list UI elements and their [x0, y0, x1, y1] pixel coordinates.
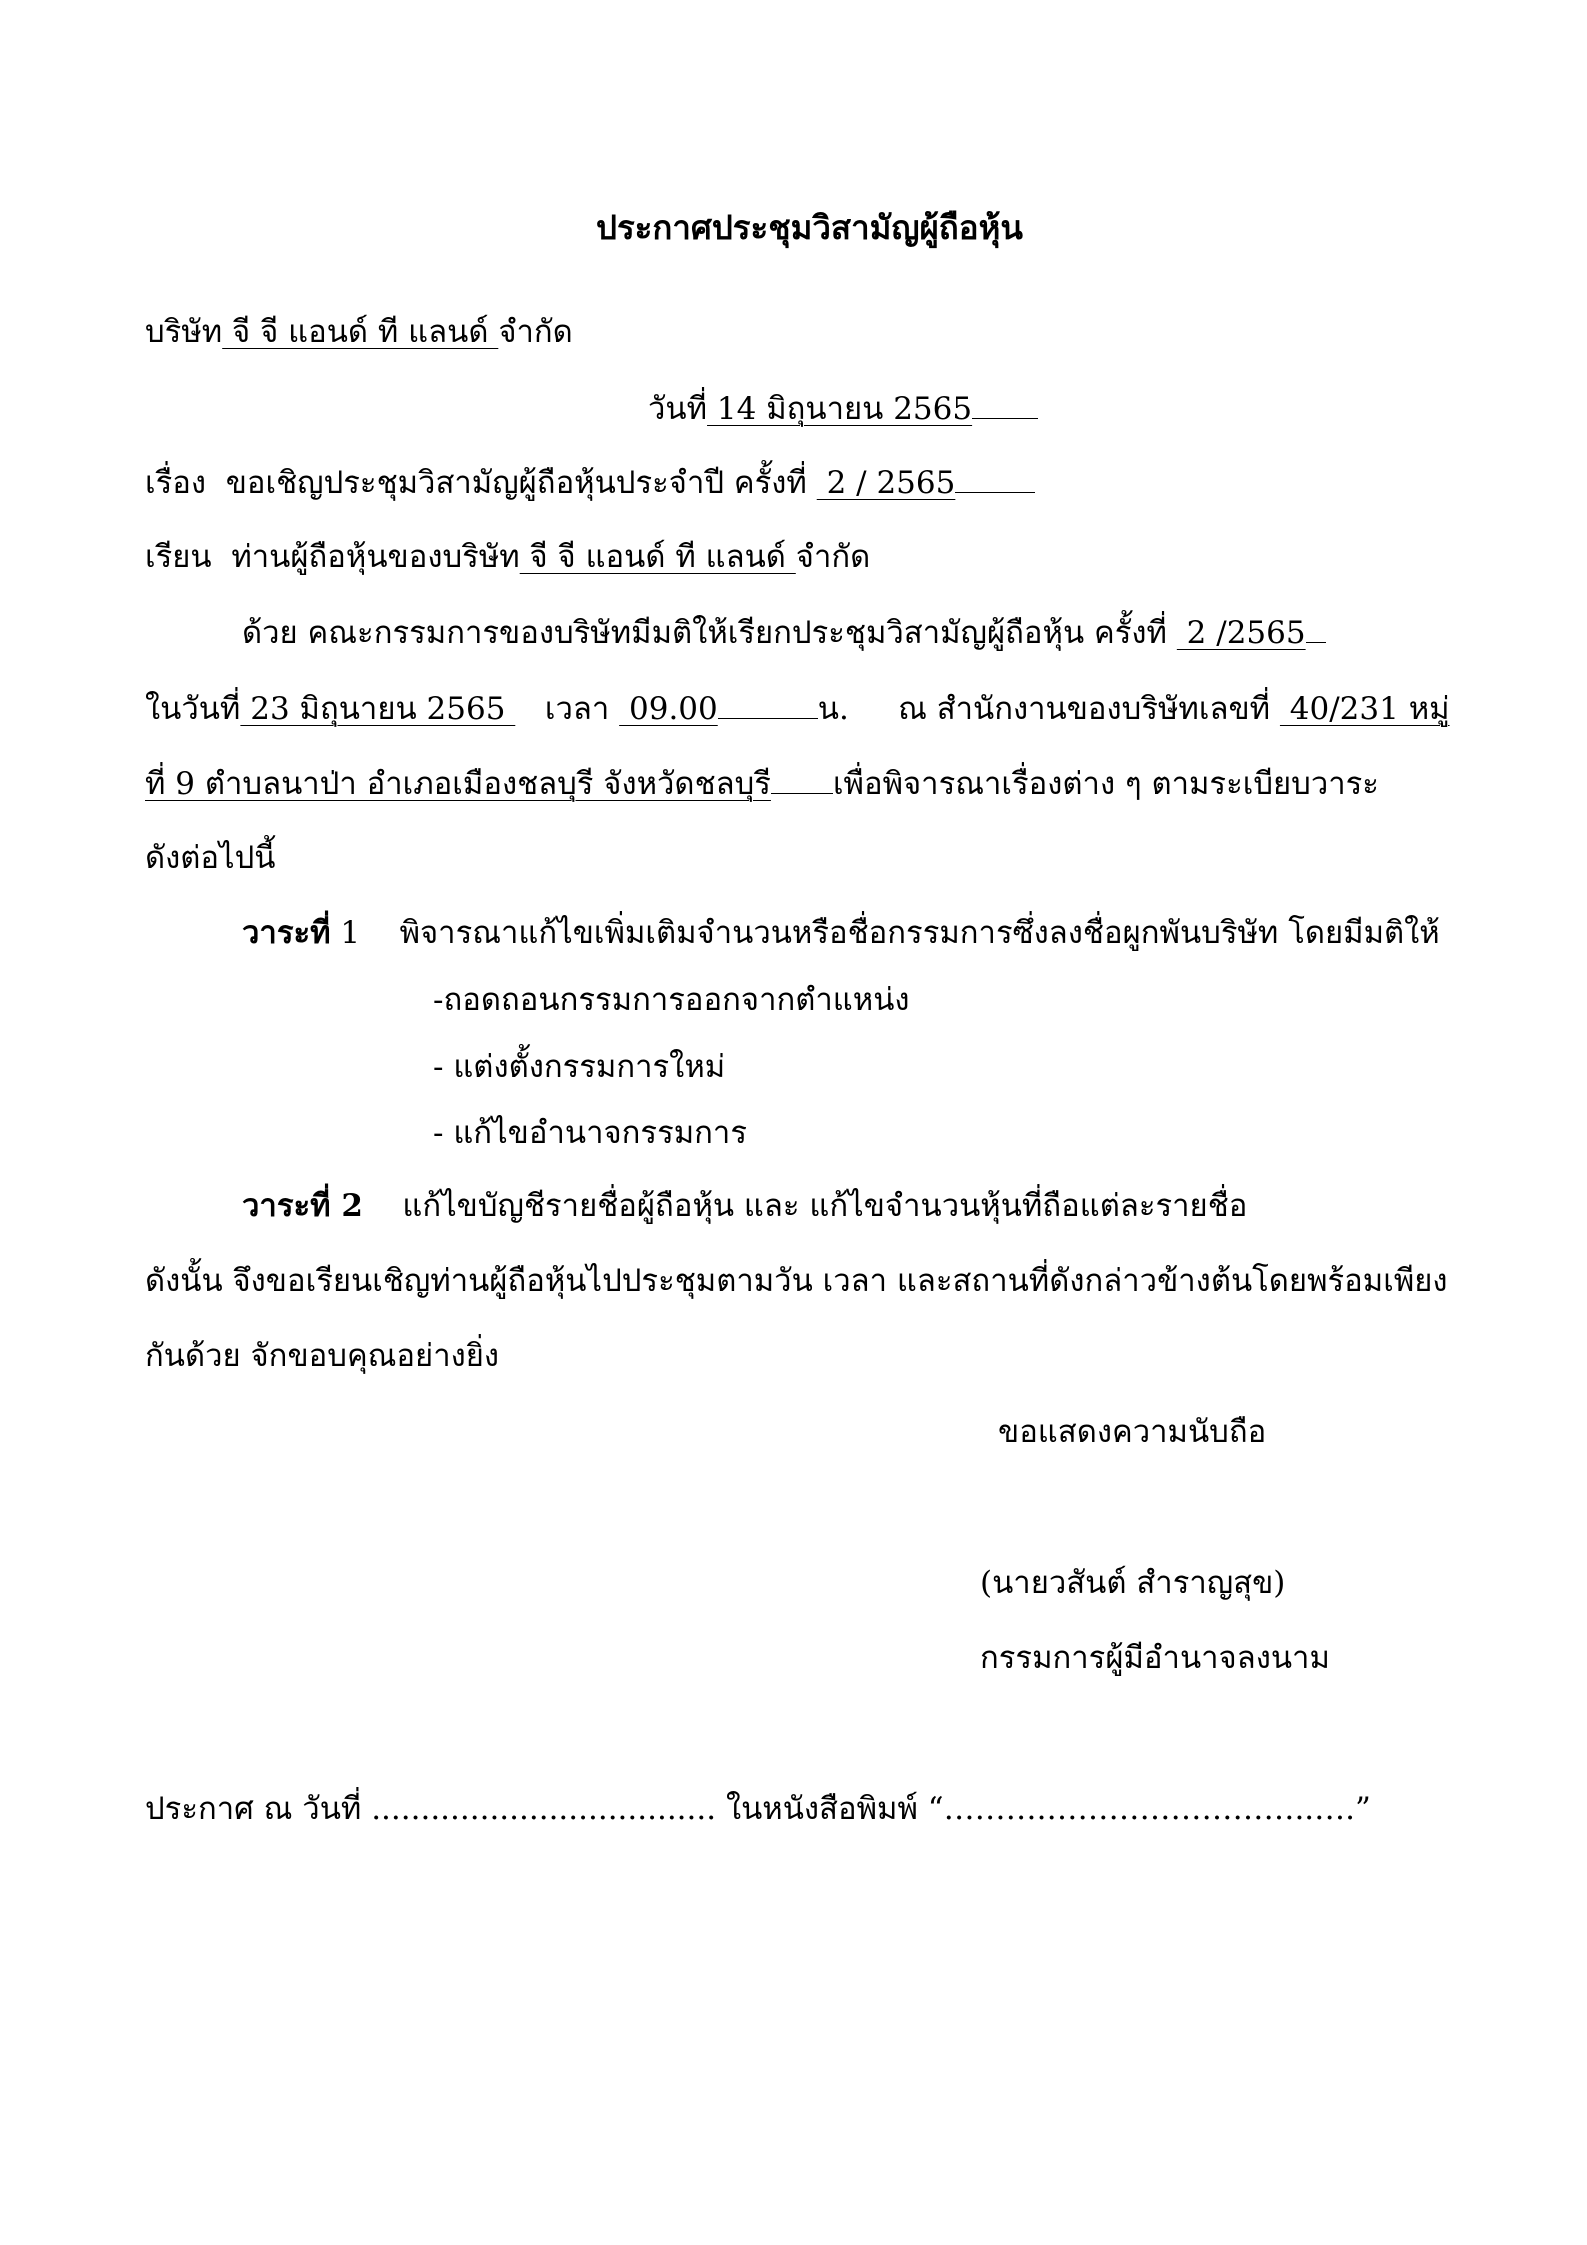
agenda-1-text: พิจารณาแก้ไขเพิ่มเติมจำนวนหรือชื่อกรรมการซึ่งลงชื่อผูกพันบริษัท โดยมีมติให้	[399, 915, 1440, 951]
closing-line-1: ดังนั้น จึงขอเรียนเชิญท่านผู้ถือหุ้นไปประชุมตามวัน เวลา และสถานที่ดังกล่าวข้างต้นโดยพร้อมเพียง	[145, 1263, 1448, 1299]
p1-fill-line	[1306, 612, 1326, 643]
footer-date-dots: ...................................	[371, 1791, 717, 1827]
p1-text: ด้วย คณะกรรมการของบริษัทมีมติให้เรียกประชุมวิสามัญผู้ถือหุ้น ครั้งที่	[242, 615, 1167, 651]
body-line-2	[145, 688, 1450, 729]
body-line-3	[145, 763, 1379, 804]
closing-line-2: กันด้วย จักขอบคุณอย่างยิ่ง	[145, 1338, 500, 1374]
place-number: 40/231 หมู่	[1279, 691, 1450, 727]
company-line	[145, 312, 573, 352]
date-fill-line	[972, 388, 1038, 419]
agenda-2-text: แก้ไขบัญชีรายชื่อผู้ถือหุ้น และ แก้ไขจำนวนหุ้นที่ถือแต่ละรายชื่อ	[402, 1188, 1248, 1224]
meeting-date: 23 มิถุนายน 2565	[240, 691, 516, 727]
subject-line	[145, 462, 1035, 503]
agenda-subitem: - แต่งตั้งกรรมการใหม่	[433, 1049, 726, 1085]
agenda-item-1	[242, 913, 1440, 953]
announcement-footer	[145, 1789, 1371, 1829]
date-label: ในวันที่	[145, 691, 241, 727]
company-name: จี จี แอนด์ ที แลนด์	[222, 314, 499, 350]
signature-name: (นายวสันต์ สำราญสุข)	[980, 1565, 1286, 1601]
to-text: ท่านผู้ถือหุ้นของบริษัท	[231, 539, 520, 575]
agenda-subitem: - แก้ไขอำนาจกรรมการ	[433, 1115, 747, 1151]
to-line	[145, 537, 870, 577]
agenda-1-label: วาระที่	[242, 915, 331, 951]
footer-prefix: ประกาศ ณ วันที่	[145, 1791, 362, 1827]
meeting-number: 2 /2565	[1176, 615, 1306, 651]
time-unit: น.	[817, 691, 849, 727]
signature-position: กรรมการผู้มีอำนาจลงนาม	[980, 1640, 1330, 1676]
company-prefix: บริษัท	[145, 314, 223, 350]
to-suffix: จำกัด	[795, 539, 871, 575]
place-suffix: เพื่อพิจารณาเรื่องต่าง ๆ ตามระเบียบวาระ	[832, 766, 1379, 802]
footer-middle: ในหนังสือพิมพ์	[725, 1791, 918, 1827]
place-prefix: ณ สำนักงานของบริษัทเลขที่	[898, 691, 1271, 727]
to-company: จี จี แอนด์ ที แลนด์	[519, 539, 796, 575]
body-line-4: ดังต่อไปนี้	[145, 840, 276, 876]
subject-text: ขอเชิญประชุมวิสามัญผู้ถือหุ้นประจำปี ครั้งที่	[225, 465, 807, 501]
page-title: ประกาศประชุมวิสามัญผู้ถือหุ้น	[596, 208, 1023, 247]
time-fill-line	[718, 688, 818, 719]
date-prefix: วันที่	[648, 391, 708, 427]
meeting-time: 09.00	[619, 691, 718, 727]
signature-regards: ขอแสดงความนับถือ	[998, 1414, 1267, 1450]
company-suffix: จำกัด	[498, 314, 573, 350]
agenda-1-number: 1	[340, 915, 361, 951]
subject-fill-line	[955, 462, 1035, 493]
body-paragraph-1	[242, 612, 1326, 653]
date-value: 14 มิถุนายน 2565	[707, 391, 973, 427]
agenda-2-label: วาระที่ 2	[242, 1188, 363, 1224]
to-label: เรียน	[145, 539, 212, 575]
subject-value: 2 / 2565	[816, 465, 956, 501]
agenda-item-2	[242, 1186, 1247, 1226]
subject-label: เรื่อง	[145, 465, 207, 501]
footer-newspaper-dots: “……….……………………..….”	[927, 1791, 1371, 1827]
place-fill-line	[771, 763, 833, 794]
agenda-subitem: -ถอดถอนกรรมการออกจากตำแหน่ง	[433, 982, 910, 1018]
date-line	[648, 388, 1038, 429]
meeting-place: ที่ 9 ตำบลนาป่า อำเภอเมืองชลบุรี จังหวัดชลบุรี	[145, 766, 771, 802]
time-label: เวลา	[544, 691, 610, 727]
